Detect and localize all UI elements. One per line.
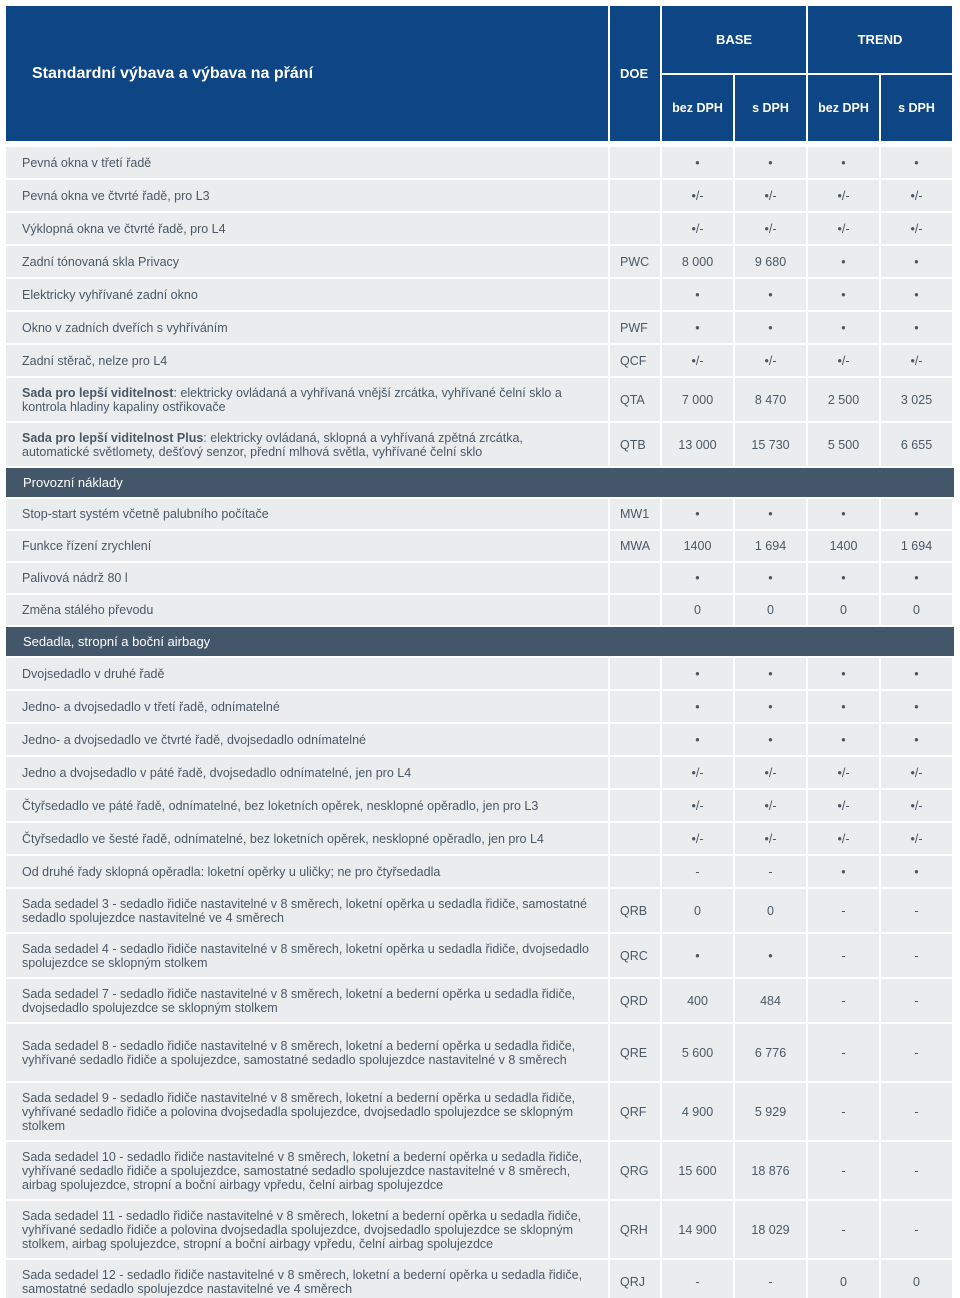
item-text: Palivová nádrž 80 l bbox=[22, 571, 128, 585]
price-cells bbox=[662, 279, 952, 310]
option-code bbox=[610, 823, 660, 854]
section-header: Sedadla, stropní a boční airbagy bbox=[6, 627, 954, 656]
trend-net-value: 2 500 bbox=[808, 378, 879, 421]
base-net-value: •/- bbox=[662, 345, 733, 376]
trend-gross-value: 3 025 bbox=[881, 378, 952, 421]
table-body bbox=[6, 147, 954, 1298]
base-gross-value: •/- bbox=[735, 823, 806, 854]
base-gross-value: • bbox=[735, 312, 806, 343]
price-cells bbox=[662, 1201, 952, 1258]
item-text: Od druhé řady sklopná opěradla: loketní opěrky u uličky; ne pro čtyřsedadla bbox=[22, 864, 441, 879]
trend-gross-value: • bbox=[881, 279, 952, 310]
table-row bbox=[6, 1083, 954, 1140]
table-row bbox=[6, 531, 954, 561]
trend-net-value: 1400 bbox=[808, 531, 879, 561]
item-description bbox=[6, 1024, 608, 1081]
equipment-table bbox=[6, 6, 954, 1298]
trend-gross-value: •/- bbox=[881, 790, 952, 821]
trend-net-value: • bbox=[808, 279, 879, 310]
base-net-value: - bbox=[662, 856, 733, 887]
option-code: QCF bbox=[610, 345, 660, 376]
item-text: Sada sedadel 8 - sedadlo řidiče nastavitelné v 8 směrech, loketní a bederní opěrka u sedadla řidiče, vyhřívané sedadlo řidiče a spolujezdce, samostatné sedadlo spolujezdce nastavitelné v 8 směrech bbox=[22, 1038, 576, 1067]
item-description bbox=[6, 499, 608, 529]
trend-gross-value: - bbox=[881, 1142, 952, 1199]
option-code: QRD bbox=[610, 979, 660, 1022]
base-gross-value: 9 680 bbox=[735, 246, 806, 277]
base-gross-value: • bbox=[735, 279, 806, 310]
trend-net-value: - bbox=[808, 934, 879, 977]
table-row bbox=[6, 1201, 954, 1258]
table-row bbox=[6, 595, 954, 625]
item-description bbox=[6, 1201, 608, 1258]
item-text: Jedno- a dvojsedadlo ve čtvrté řadě, dvojsedadlo odnímatelné bbox=[22, 732, 366, 747]
price-cells bbox=[662, 757, 952, 788]
item-text: Sada sedadel 10 - sedadlo řidiče nastavitelné v 8 směrech, loketní a bederní opěrka u sedadla řidiče, vyhřívané sedadlo řidiče a spolujezdce, samostatné sedadlo spolujezdce nastavitelné v 8 směrech, airbag spolujezdce, stropní a boční airbagy vpředu, čelní airbag spolujezdce bbox=[22, 1149, 583, 1192]
item-description bbox=[6, 1260, 608, 1298]
option-code: MW1 bbox=[610, 499, 660, 529]
base-gross-value: 6 776 bbox=[735, 1024, 806, 1081]
item-text: Pevná okna ve čtvrté řadě, pro L3 bbox=[22, 188, 210, 203]
base-gross-value: • bbox=[735, 691, 806, 722]
trend-net-value: • bbox=[808, 658, 879, 689]
option-code bbox=[610, 180, 660, 211]
option-code: QTB bbox=[610, 423, 660, 466]
price-cells bbox=[662, 595, 952, 625]
item-description bbox=[6, 691, 608, 722]
base-net-header: bez DPH bbox=[662, 75, 733, 142]
item-text: Sada sedadel 12 - sedadlo řidiče nastavitelné v 8 směrech, loketní a bederní opěrka u sedadla řidiče, samostatné sedadlo spolujezdce nastavitelné ve 4 směrech bbox=[22, 1267, 583, 1296]
base-gross-value: 18 876 bbox=[735, 1142, 806, 1199]
price-cells bbox=[662, 856, 952, 887]
base-net-value: 0 bbox=[662, 595, 733, 625]
item-description bbox=[6, 1142, 608, 1199]
base-gross-value: 484 bbox=[735, 979, 806, 1022]
item-text: Okno v zadních dveřích s vyhříváním bbox=[22, 320, 228, 335]
trend-net-value: - bbox=[808, 979, 879, 1022]
base-net-value: 1400 bbox=[662, 531, 733, 561]
trend-gross-value: - bbox=[881, 979, 952, 1022]
base-gross-value: 15 730 bbox=[735, 423, 806, 466]
option-code bbox=[610, 658, 660, 689]
trend-net-value: - bbox=[808, 889, 879, 932]
trim-trend-header: TREND bbox=[808, 6, 952, 73]
base-net-value: 4 900 bbox=[662, 1083, 733, 1140]
trend-gross-value: •/- bbox=[881, 345, 952, 376]
trend-net-value: • bbox=[808, 563, 879, 593]
item-text: Zadní tónovaná skla Privacy bbox=[22, 254, 180, 269]
trend-gross-value: •/- bbox=[881, 180, 952, 211]
base-gross-value: •/- bbox=[735, 790, 806, 821]
base-gross-value: •/- bbox=[735, 213, 806, 244]
base-gross-value: • bbox=[735, 934, 806, 977]
option-code bbox=[610, 563, 660, 593]
table-row bbox=[6, 823, 954, 854]
table-row bbox=[6, 279, 954, 310]
item-description bbox=[6, 1083, 608, 1140]
table-row bbox=[6, 213, 954, 244]
price-cells bbox=[662, 691, 952, 722]
base-net-value: • bbox=[662, 658, 733, 689]
option-code: QRG bbox=[610, 1142, 660, 1199]
section-header: Provozní náklady bbox=[6, 468, 954, 497]
price-cells bbox=[662, 213, 952, 244]
item-text: Sada sedadel 4 - sedadlo řidiče nastavitelné v 8 směrech, loketní opěrka u sedadla řidiče, dvojsedadlo spolujezdce se sklopným stolkem bbox=[22, 941, 590, 970]
trend-gross-value: • bbox=[881, 563, 952, 593]
trend-gross-value: • bbox=[881, 147, 952, 178]
table-row bbox=[6, 724, 954, 755]
trend-net-value: 0 bbox=[808, 1260, 879, 1298]
item-description bbox=[6, 180, 608, 211]
trend-net-value: 5 500 bbox=[808, 423, 879, 466]
item-description bbox=[6, 823, 608, 854]
item-text: Sada sedadel 11 - sedadlo řidiče nastavitelné v 8 směrech, loketní a bederní opěrka u sedadla řidiče, vyhřívané sedadlo řidiče a polovina dvojsedadla spolujezdce, dvojsedadlo spolujezdce se sklopným stolkem, airbag spolujezdce, stropní a boční airbagy vpředu, čelní airbag spolujezdce bbox=[22, 1208, 582, 1251]
table-row bbox=[6, 312, 954, 343]
item-description bbox=[6, 345, 608, 376]
base-net-value: •/- bbox=[662, 757, 733, 788]
price-cells bbox=[662, 423, 952, 466]
item-text: Sada sedadel 9 - sedadlo řidiče nastavitelné v 8 směrech, loketní a bederní opěrka u sedadla řidiče, vyhřívané sedadlo řidiče a polovina dvojsedadla spolujezdce, dvojsedadlo spolujezdce se sklopným stolkem bbox=[22, 1090, 576, 1133]
item-description bbox=[6, 378, 608, 421]
base-gross-value: •/- bbox=[735, 180, 806, 211]
item-description bbox=[6, 934, 608, 977]
base-net-value: • bbox=[662, 279, 733, 310]
base-gross-value: 5 929 bbox=[735, 1083, 806, 1140]
item-description bbox=[6, 279, 608, 310]
item-text: Pevná okna v třetí řadě bbox=[22, 155, 152, 170]
trend-net-value: •/- bbox=[808, 823, 879, 854]
trend-gross-value: 0 bbox=[881, 595, 952, 625]
item-text: : elektricky ovládaná a vyhřívaná vnější zrcátka, vyhřívané čelní sklo a kontrola hladiny kapaliny ostřikovače bbox=[22, 385, 562, 414]
trend-net-value: •/- bbox=[808, 757, 879, 788]
table-row bbox=[6, 246, 954, 277]
trend-gross-value: •/- bbox=[881, 823, 952, 854]
table-row bbox=[6, 1142, 954, 1199]
item-description bbox=[6, 563, 608, 593]
item-description bbox=[6, 658, 608, 689]
price-cells bbox=[662, 147, 952, 178]
price-cells bbox=[662, 658, 952, 689]
item-text: Změna stálého převodu bbox=[22, 603, 154, 617]
table-row bbox=[6, 691, 954, 722]
table-row bbox=[6, 790, 954, 821]
item-text: : elektricky ovládaná, sklopná a vyhřívaná zpětná zrcátka, automatické světlomety, dešťový senzor, přední mlhová světla, vyhřívané čelní sklo bbox=[22, 430, 523, 459]
item-description bbox=[6, 856, 608, 887]
base-net-value: •/- bbox=[662, 790, 733, 821]
page-title: Standardní výbava a výbava na přání bbox=[6, 6, 608, 141]
price-cells bbox=[662, 979, 952, 1022]
trend-net-value: •/- bbox=[808, 213, 879, 244]
item-description bbox=[6, 757, 608, 788]
item-description bbox=[6, 531, 608, 561]
trend-net-value: - bbox=[808, 1142, 879, 1199]
item-description bbox=[6, 312, 608, 343]
trend-net-value: • bbox=[808, 724, 879, 755]
table-row bbox=[6, 1260, 954, 1298]
option-code bbox=[610, 595, 660, 625]
item-text: Čtyřsedadlo ve šesté řadě, odnímatelné, bez loketních opěrek, nesklopné opěradlo, jen pro L4 bbox=[22, 831, 544, 846]
item-description bbox=[6, 213, 608, 244]
item-text: Sada sedadel 3 - sedadlo řidiče nastavitelné v 8 směrech, loketní opěrka u sedadla řidiče, samostatné sedadlo spolujezdce nastavitelné ve 4 směrech bbox=[22, 896, 587, 925]
trend-net-value: - bbox=[808, 1083, 879, 1140]
price-cells bbox=[662, 312, 952, 343]
table-header bbox=[6, 6, 954, 141]
item-text: Výklopná okna ve čtvrté řadě, pro L4 bbox=[22, 221, 226, 236]
table-row bbox=[6, 1024, 954, 1081]
item-description bbox=[6, 147, 608, 178]
trend-gross-value: • bbox=[881, 499, 952, 529]
doe-column-header: DOE bbox=[610, 6, 660, 141]
trend-gross-value: • bbox=[881, 658, 952, 689]
base-gross-value: - bbox=[735, 856, 806, 887]
trend-gross-value: - bbox=[881, 889, 952, 932]
base-net-value: 8 000 bbox=[662, 246, 733, 277]
item-description bbox=[6, 979, 608, 1022]
base-net-value: 5 600 bbox=[662, 1024, 733, 1081]
trend-gross-value: • bbox=[881, 246, 952, 277]
trim-header-group bbox=[662, 6, 952, 141]
trend-net-value: • bbox=[808, 147, 879, 178]
table-row bbox=[6, 423, 954, 466]
base-net-value: • bbox=[662, 724, 733, 755]
trend-net-header: bez DPH bbox=[808, 75, 879, 142]
base-gross-header: s DPH bbox=[735, 75, 806, 142]
item-description bbox=[6, 724, 608, 755]
trend-net-value: • bbox=[808, 499, 879, 529]
base-gross-value: • bbox=[735, 147, 806, 178]
base-gross-value: 8 470 bbox=[735, 378, 806, 421]
item-description bbox=[6, 889, 608, 932]
item-text: Elektricky vyhřívané zadní okno bbox=[22, 287, 198, 302]
option-code: PWF bbox=[610, 312, 660, 343]
table-row bbox=[6, 378, 954, 421]
table-row bbox=[6, 499, 954, 529]
base-net-value: 15 600 bbox=[662, 1142, 733, 1199]
trend-gross-value: • bbox=[881, 856, 952, 887]
trend-gross-value: 1 694 bbox=[881, 531, 952, 561]
trend-gross-value: 6 655 bbox=[881, 423, 952, 466]
item-text: Jedno- a dvojsedadlo v třetí řadě, odnímatelné bbox=[22, 699, 280, 714]
price-cells bbox=[662, 1142, 952, 1199]
trend-net-value: •/- bbox=[808, 345, 879, 376]
option-code bbox=[610, 279, 660, 310]
table-row bbox=[6, 889, 954, 932]
base-net-value: • bbox=[662, 563, 733, 593]
trend-net-value: • bbox=[808, 856, 879, 887]
price-cells bbox=[662, 889, 952, 932]
trend-net-value: •/- bbox=[808, 180, 879, 211]
option-code bbox=[610, 856, 660, 887]
base-net-value: •/- bbox=[662, 823, 733, 854]
item-text: Sada sedadel 7 - sedadlo řidiče nastavitelné v 8 směrech, loketní a bederní opěrka u sedadla řidiče, dvojsedadlo spolujezdce se sklopným stolkem bbox=[22, 986, 576, 1015]
price-cells bbox=[662, 345, 952, 376]
table-row bbox=[6, 934, 954, 977]
base-net-value: - bbox=[662, 1260, 733, 1298]
base-net-value: 400 bbox=[662, 979, 733, 1022]
price-cells bbox=[662, 1024, 952, 1081]
price-cells bbox=[662, 499, 952, 529]
trend-net-value: - bbox=[808, 1201, 879, 1258]
base-net-value: • bbox=[662, 934, 733, 977]
item-description bbox=[6, 790, 608, 821]
base-gross-value: • bbox=[735, 658, 806, 689]
option-code bbox=[610, 790, 660, 821]
table-row bbox=[6, 345, 954, 376]
price-cells bbox=[662, 531, 952, 561]
base-net-value: •/- bbox=[662, 213, 733, 244]
trend-gross-value: •/- bbox=[881, 213, 952, 244]
base-gross-value: 0 bbox=[735, 595, 806, 625]
table-row bbox=[6, 757, 954, 788]
table-row bbox=[6, 856, 954, 887]
option-code bbox=[610, 213, 660, 244]
price-cells bbox=[662, 790, 952, 821]
trend-gross-header: s DPH bbox=[881, 75, 952, 142]
item-text: Zadní stěrač, nelze pro L4 bbox=[22, 353, 168, 368]
option-code: MWA bbox=[610, 531, 660, 561]
trend-gross-value: • bbox=[881, 691, 952, 722]
trend-net-value: 0 bbox=[808, 595, 879, 625]
tax-labels-row bbox=[662, 75, 952, 142]
trend-gross-value: - bbox=[881, 1024, 952, 1081]
base-net-value: 14 900 bbox=[662, 1201, 733, 1258]
price-cells bbox=[662, 1260, 952, 1298]
trend-net-value: •/- bbox=[808, 790, 879, 821]
price-cells bbox=[662, 1083, 952, 1140]
option-code: QRC bbox=[610, 934, 660, 977]
trend-gross-value: 0 bbox=[881, 1260, 952, 1298]
trend-gross-value: •/- bbox=[881, 757, 952, 788]
trend-gross-value: - bbox=[881, 1201, 952, 1258]
option-code bbox=[610, 691, 660, 722]
price-cells bbox=[662, 934, 952, 977]
base-net-value: 0 bbox=[662, 889, 733, 932]
table-row bbox=[6, 180, 954, 211]
table-row bbox=[6, 979, 954, 1022]
base-net-value: 7 000 bbox=[662, 378, 733, 421]
item-text: Stop-start systém včetně palubního počítače bbox=[22, 507, 269, 521]
trend-gross-value: • bbox=[881, 312, 952, 343]
option-code: QRH bbox=[610, 1201, 660, 1258]
trim-base-header: BASE bbox=[662, 6, 806, 73]
item-text: Funkce řízení zrychlení bbox=[22, 539, 152, 553]
price-cells bbox=[662, 378, 952, 421]
base-net-value: 13 000 bbox=[662, 423, 733, 466]
price-cells bbox=[662, 246, 952, 277]
base-net-value: • bbox=[662, 312, 733, 343]
item-text: Jedno a dvojsedadlo v páté řadě, dvojsedadlo odnímatelné, jen pro L4 bbox=[22, 765, 412, 780]
base-gross-value: 0 bbox=[735, 889, 806, 932]
item-package-name: Sada pro lepší viditelnost bbox=[22, 385, 174, 400]
base-gross-value: 1 694 bbox=[735, 531, 806, 561]
table-row bbox=[6, 147, 954, 178]
option-code bbox=[610, 147, 660, 178]
trend-gross-value: - bbox=[881, 1083, 952, 1140]
trend-gross-value: • bbox=[881, 724, 952, 755]
option-code: PWC bbox=[610, 246, 660, 277]
trend-net-value: • bbox=[808, 312, 879, 343]
base-net-value: • bbox=[662, 147, 733, 178]
base-gross-value: •/- bbox=[735, 345, 806, 376]
option-code bbox=[610, 757, 660, 788]
base-gross-value: • bbox=[735, 499, 806, 529]
trend-net-value: • bbox=[808, 246, 879, 277]
trend-gross-value: - bbox=[881, 934, 952, 977]
item-description bbox=[6, 595, 608, 625]
table-row bbox=[6, 563, 954, 593]
option-code: QRF bbox=[610, 1083, 660, 1140]
trim-names-row bbox=[662, 6, 952, 73]
trend-net-value: • bbox=[808, 691, 879, 722]
base-gross-value: •/- bbox=[735, 757, 806, 788]
item-text: Dvojsedadlo v druhé řadě bbox=[22, 666, 165, 681]
price-cells bbox=[662, 823, 952, 854]
option-code: QTA bbox=[610, 378, 660, 421]
table-row bbox=[6, 658, 954, 689]
price-cells bbox=[662, 563, 952, 593]
base-gross-value: • bbox=[735, 563, 806, 593]
item-description bbox=[6, 423, 608, 466]
option-code: QRJ bbox=[610, 1260, 660, 1298]
item-package-name: Sada pro lepší viditelnost Plus bbox=[22, 430, 204, 445]
trend-net-value: - bbox=[808, 1024, 879, 1081]
option-code bbox=[610, 724, 660, 755]
base-gross-value: 18 029 bbox=[735, 1201, 806, 1258]
price-cells bbox=[662, 724, 952, 755]
base-net-value: • bbox=[662, 691, 733, 722]
base-net-value: •/- bbox=[662, 180, 733, 211]
item-description bbox=[6, 246, 608, 277]
item-text: Čtyřsedadlo ve páté řadě, odnímatelné, bez loketních opěrek, nesklopné opěradlo, jen pro L3 bbox=[22, 798, 539, 813]
base-gross-value: • bbox=[735, 724, 806, 755]
base-net-value: • bbox=[662, 499, 733, 529]
option-code: QRE bbox=[610, 1024, 660, 1081]
price-cells bbox=[662, 180, 952, 211]
option-code: QRB bbox=[610, 889, 660, 932]
base-gross-value: - bbox=[735, 1260, 806, 1298]
